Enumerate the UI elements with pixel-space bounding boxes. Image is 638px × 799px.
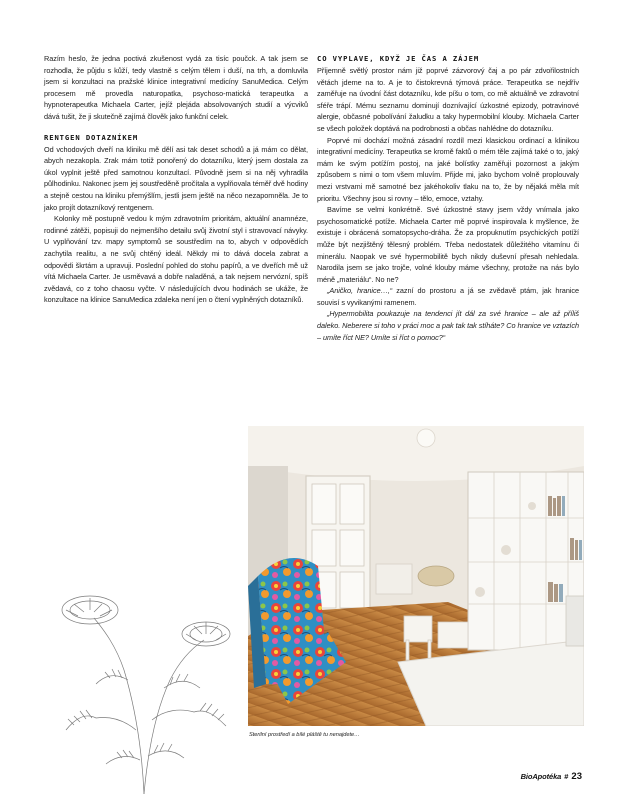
article-left-column	[44, 53, 308, 306]
right-paragraph-quote: „Hypermobilita poukazuje na tendenci jít dál za své hranice – ale až příliš daleko. Neberere si toho v práci moc a pak tak tak stíháte? Co hranice ve vztazích – umíte říct NE? Umíte si říct o pomoc?“	[317, 309, 579, 342]
footer-hash: #	[564, 772, 569, 781]
clinic-room-photo	[248, 426, 584, 726]
right-paragraph-3: Bavíme se velmi konkrétně. Své úzkostné stavy jsem vždy vnímala jako psychosomatické potíže. Michaela Carter mě poprvé inspirovala k myšlence, že existuje i obrácená somatopsycho-dráha. Že za propuknutím psychických potíží může být nezjištěný tělesný problém. Třeba nedostatek důležitého vitamínu či minerálu. Naopak ve své hypermobilitě bych nikdy duševní přesah nehledala. Narodila jsem se jako trojče, volné klouby máme všechny, protože na nás bylo méně „materiálu“. No ne?	[317, 205, 579, 284]
monitor	[566, 596, 584, 646]
ceiling-lamp	[417, 429, 435, 447]
photo-caption: Sterilní prostředí a bílé pláště tu nenajdete…	[249, 732, 360, 738]
page-number: 23	[571, 771, 582, 782]
left-paragraph-intro: Razím heslo, že jedna poctivá zkušenost vydá za tisíc poučck. A tak jsem se rozhodla, že půjdu s kůží, tedy vlastně s celým tělem i duší, na trh, a domluvila jsem si konzultaci na pražské klinice integrativní medicíny SanuMedica. Celým procesem mě provedla naturopatka, psychoso-matická terapeutka a hypnoterapeutka Michaela Carter, jejíž plejáda absolvovaných studií a výcviků dává tušit, že ji skutečně zajímá člověk jako funkční celek.	[44, 54, 308, 121]
article-right-column	[317, 53, 579, 343]
quote-hranice: „Aničko, hranice…,“	[327, 286, 393, 296]
right-paragraph-2: Poprvé mi dochází možná zásadní rozdíl mezi klasickou ordinací a klinikou integrativní medicíny. Terapeutka se kromě faktů o mém těle zajímá také o to, jaký mám ke svým potížím postoj, na jaké bolístky zaměřuji pozornost a jakým způsobem s nimi o tom všem mluvím. Přijde mi, jako bychom volně proplouvaly mezi vrstvami mě samotné bez jakéhokoliv tlaku na to, že by nějaká měla mít prioritu. Všechny jsou si rovny – tělo, emoce, vztahy.	[317, 135, 579, 203]
plant-drawing	[44, 560, 244, 794]
right-paragraph-1: Příjemně světlý prostor nám již poprvé zázvorový čaj a po pár zdvořilostních větách jdeme na to. A je to čistokrevná týmová práce. Terapeutka se nejdřív zaměřuje na úvodní část dotazníku, kde píšu o tom, co mě aktuálně ve zdravotní sféře trápí. Mému seznamu dominují doznívající úzkostné epizody, potravinové alergie, občasné pobolívání žaludku a taky hypermobilní klouby. Michaela Carter se všech položek doptává na podrobnosti a občas nahlédne do dotazníku.	[317, 66, 579, 133]
section-heading-rentgen: RENTGEN DOTAZNÍKEM	[44, 132, 139, 142]
room-illustration	[248, 426, 584, 726]
page-footer	[521, 771, 582, 782]
section-heading-vyplave: CO VYPLAVE, KDYŽ JE ČAS A ZÁJEM	[317, 54, 480, 63]
right-paragraph-4-rest: zazní do prostoru a já se zvědavě ptám, jak hranice souvisí s vyvikanými ramenem.	[317, 286, 580, 307]
left-paragraph-3: Kolonky mě postupně vedou k mým zdravotním prioritám, aktuální anamnéze, rodinné zátěži, popisuji do nejmenšího detailu svůj životní styl i stravovací návyky. U vyplňování tzv. mapy symptomů se soustředím na to, abych v odpovědích zachytila realitu, a ne svůj chtěný ideál. Někdy mi to dává docela zabrat a odpovědi škrtám a upravuji. Poslední pohled do stohu papírů, a ve dveřích mě už vítá Michaela Carter. Je usměvavá a dobře naladěná, a tak nejsem nervózní, spíš zvědavá, co z toho chaosu vyčte. V následujících dvou hodinách se ukáže, že konzultace na klinice SanuMedica zdaleka není jen o čtení vyplněných dotazníků.	[44, 214, 308, 305]
magazine-brand: BioApotéka	[520, 772, 562, 781]
radiator	[376, 564, 412, 594]
right-paragraph-4	[317, 285, 579, 308]
yarrow-plant-sketch	[44, 560, 244, 794]
wicker-stool	[418, 566, 454, 586]
left-paragraph-2: Od vchodových dveří na kliniku mě dělí asi tak deset schodů a já mám co dělat, abych nezakopla. Zrak mám totiž ponořený do dotazníku, který jsem dostala za úkol vyplnit ještě před samotnou konzultací. Původně jsem si na něj vyhradila půlhodinku. Nakonec jsem jej soustředěně pročítala a vyplňovala téměř dvě hodiny a stejně cestou na kliniku přemýšlím, jestli jsem ještě na něco nezapomněla. Je to jako projít dotazníkový rentgenem.	[44, 144, 308, 212]
